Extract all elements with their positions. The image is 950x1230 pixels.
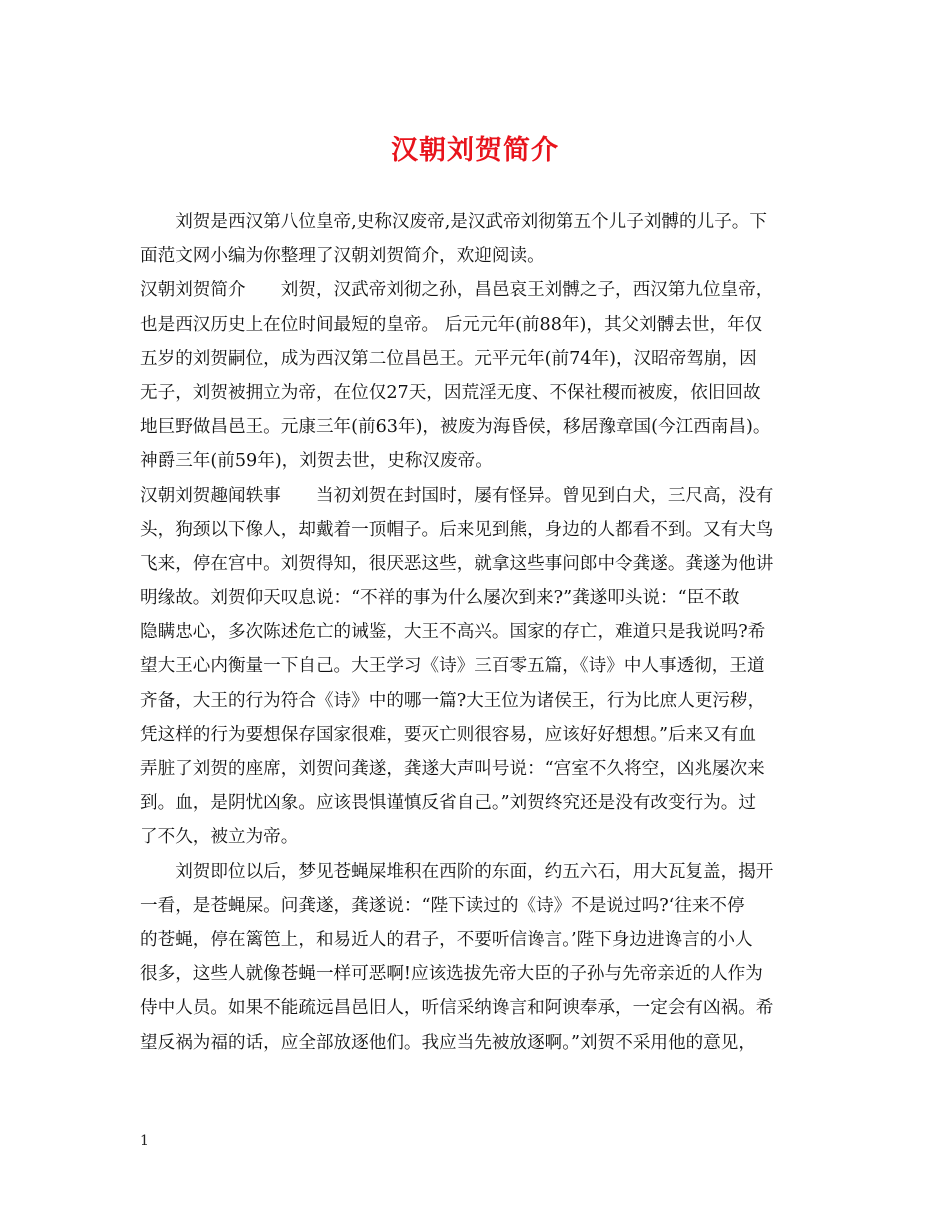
text-line: 汉朝刘贺趣闻轶事 当初刘贺在封国时，屡有怪异。曾见到白犬，三尺高，没有: [140, 485, 774, 506]
text-line: 一看，是苍蝇屎。问龚遂，龚遂说：“陛下读过的《诗》不是说过吗?‘往来不停: [140, 895, 745, 916]
text-line: 飞来，停在宫中。刘贺得知，很厌恶这些，就拿这些事问郎中令龚遂。龚遂为他讲: [140, 553, 774, 574]
text-line: 到。血，是阴忧凶象。应该畏惧谨慎反省自己。”刘贺终究还是没有改变行为。过: [140, 793, 756, 814]
text-line: 地巨野做昌邑王。元康三年(前63年)，被废为海昏侯，移居豫章国(今江西南昌)。: [140, 417, 771, 438]
text-line: 了不久，被立为帝。: [140, 827, 299, 848]
body-text: [140, 205, 812, 1060]
text-line: 汉朝刘贺简介 刘贺，汉武帝刘彻之孙，昌邑哀王刘髆之子，西汉第九位皇帝，: [140, 280, 774, 301]
text-line: 望大王心内衡量一下自己。大王学习《诗》三百零五篇，《诗》中人事透彻，王道: [140, 656, 765, 677]
text-line: 隐瞒忠心，多次陈述危亡的诫鉴，大王不高兴。国家的存亡，难道只是我说吗?希: [140, 622, 766, 643]
text-line: 弄脏了刘贺的座席，刘贺问龚遂，龚遂大声叫号说：“宫室不久将空，凶兆屡次来: [140, 759, 765, 779]
text-line: 望反祸为福的话，应全部放逐他们。我应当先被放逐啊。”刘贺不采用他的意见，: [140, 1032, 756, 1053]
text-line: 无子，刘贺被拥立为帝，在位仅27天，因荒淫无度、不保社稷而被废，依旧回故: [140, 382, 761, 403]
page-title: 汉朝刘贺简介: [391, 135, 559, 166]
text-line: 也是西汉历史上在位时间最短的皇帝。 后元元年(前88年)，其父刘髆去世，年仅: [140, 314, 763, 335]
page-number: 1: [140, 1133, 149, 1149]
text-line: 很多，这些人就像苍蝇一样可恶啊!应该选拔先帝大臣的子孙与先帝亲近的人作为: [140, 964, 763, 985]
text-line: 凭这样的行为要想保存国家很难，要灭亡则很容易，应该好好想想。”后来又有血: [140, 724, 756, 745]
text-line: 齐备，大王的行为符合《诗》中的哪一篇?大王位为诸侯王，行为比庶人更污秽，: [140, 690, 766, 711]
text-line: 神爵三年(前59年)，刘贺去世，史称汉废帝。: [140, 451, 493, 472]
text-line: 五岁的刘贺嗣位，成为西汉第二位昌邑王。元平元年(前74年)，汉昭帝驾崩，因: [140, 348, 757, 369]
text-line: 刘贺是西汉第八位皇帝,史称汉废帝,是汉武帝刘彻第五个儿子刘髆的儿子。下: [140, 212, 767, 232]
text-line: 的苍蝇，停在篱笆上，和易近人的君子，不要听信谗言。’陛下身边进谗言的小人: [140, 929, 753, 950]
text-line: 头，狗颈以下像人，却戴着一顶帽子。后来见到熊，身边的人都看不到。又有大鸟: [140, 519, 774, 540]
text-line: 侍中人员。如果不能疏远昌邑旧人，听信采纳谗言和阿谀奉承，一定会有凶祸。希: [140, 998, 774, 1019]
text-line: 刘贺即位以后，梦见苍蝇屎堆积在西阶的东面，约五六石，用大瓦复盖，揭开: [140, 861, 774, 882]
text-line: 明缘故。刘贺仰天叹息说：“不祥的事为什么屡次到来?”龚遂叩头说：“臣不敢: [140, 588, 740, 609]
text-line: 面范文网小编为你整理了汉朝刘贺简介，欢迎阅读。: [140, 246, 545, 267]
